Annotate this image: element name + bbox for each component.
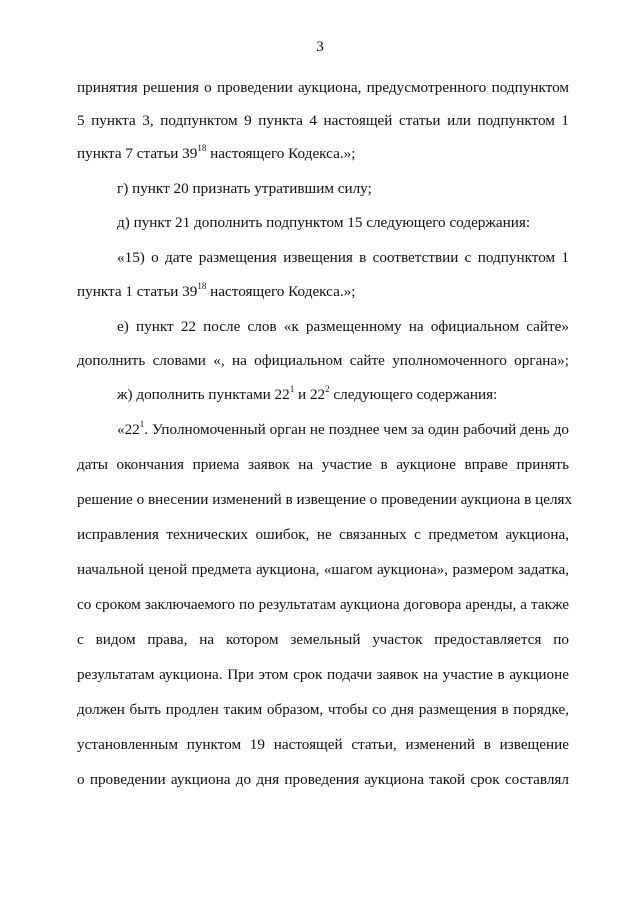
text-line-content: результатам аукциона. При этом срок подачи заявок на участие в аукционе bbox=[77, 666, 569, 683]
text-line-content: настоящего Кодекса.»; bbox=[206, 283, 356, 300]
text-line bbox=[77, 735, 569, 755]
text-line-content: д) пункт 21 дополнить подпунктом 15 следующего содержания: bbox=[117, 214, 531, 231]
text-line bbox=[77, 455, 569, 475]
text-line bbox=[117, 179, 569, 199]
superscript: 18 bbox=[197, 280, 207, 291]
page-number: 3 bbox=[316, 38, 324, 55]
text-line bbox=[77, 282, 569, 302]
text-line-content: дополнить словами «, на официальном сайте уполномоченного органа»; bbox=[77, 352, 569, 369]
text-line-content: настоящего Кодекса.»; bbox=[206, 145, 356, 162]
text-line bbox=[77, 665, 569, 685]
text-line bbox=[117, 385, 569, 405]
text-line-content: «22 bbox=[117, 421, 140, 438]
text-line-content: установленным пунктом 19 настоящей статьи, изменений в извещение bbox=[77, 736, 569, 753]
text-line-content: с видом права, на котором земельный участок предоставляется по bbox=[77, 631, 569, 648]
text-line-content: ж) дополнить пунктами 22 bbox=[117, 386, 290, 403]
text-line bbox=[77, 78, 569, 98]
text-line-content: даты окончания приема заявок на участие в аукционе вправе принять bbox=[77, 456, 569, 473]
superscript: 2 bbox=[325, 383, 330, 394]
text-line-content: принятия решения о проведении аукциона, предусмотренного подпунктом bbox=[77, 79, 569, 96]
text-line-content: 5 пункта 3, подпунктом 9 пункта 4 настоящей статьи или подпунктом 1 bbox=[77, 112, 569, 129]
text-line bbox=[117, 420, 569, 440]
text-line-content: г) пункт 20 признать утратившим силу; bbox=[117, 180, 372, 197]
text-line bbox=[117, 317, 569, 337]
text-line bbox=[77, 111, 569, 131]
text-line-content: начальной ценой предмета аукциона, «шагом аукциона», размером задатка, bbox=[77, 561, 569, 578]
text-line-content: пункта 7 статьи 39 bbox=[77, 145, 198, 162]
text-line-content: должен быть продлен таким образом, чтобы со дня размещения в порядке, bbox=[77, 701, 569, 718]
text-line bbox=[77, 630, 569, 650]
text-line bbox=[77, 560, 569, 580]
superscript: 1 bbox=[139, 418, 145, 429]
text-line bbox=[77, 525, 569, 545]
text-line-content: решение о внесении изменений в извещение о проведении аукциона в целях bbox=[77, 491, 573, 508]
text-line bbox=[117, 248, 569, 268]
text-line-content: «15) о дате размещения извещения в соответствии с подпунктом 1 bbox=[117, 249, 569, 266]
text-line-content: е) пункт 22 после слов «к размещенному на официальном сайте» bbox=[117, 318, 569, 335]
superscript: 1 bbox=[289, 383, 295, 394]
text-line-content: и 22 bbox=[294, 386, 326, 403]
text-line-content: . Уполномоченный орган не позднее чем за один рабочий день до bbox=[144, 421, 569, 438]
text-line bbox=[77, 595, 569, 615]
text-line bbox=[77, 351, 569, 371]
text-line bbox=[77, 700, 569, 720]
superscript: 18 bbox=[197, 142, 207, 153]
text-line bbox=[77, 144, 569, 164]
text-line bbox=[77, 770, 569, 790]
text-line-content: пункта 1 статьи 39 bbox=[77, 283, 198, 300]
text-line bbox=[77, 490, 573, 510]
text-line bbox=[117, 213, 569, 233]
text-line-content: о проведении аукциона до дня проведения аукциона такой срок составлял bbox=[77, 771, 569, 788]
text-line-content: со сроком заключаемого по результатам аукциона договора аренды, а также bbox=[77, 596, 569, 613]
text-line-content: следующего содержания: bbox=[329, 386, 498, 403]
text-line-content: исправления технических ошибок, не связанных с предметом аукциона, bbox=[77, 526, 569, 543]
